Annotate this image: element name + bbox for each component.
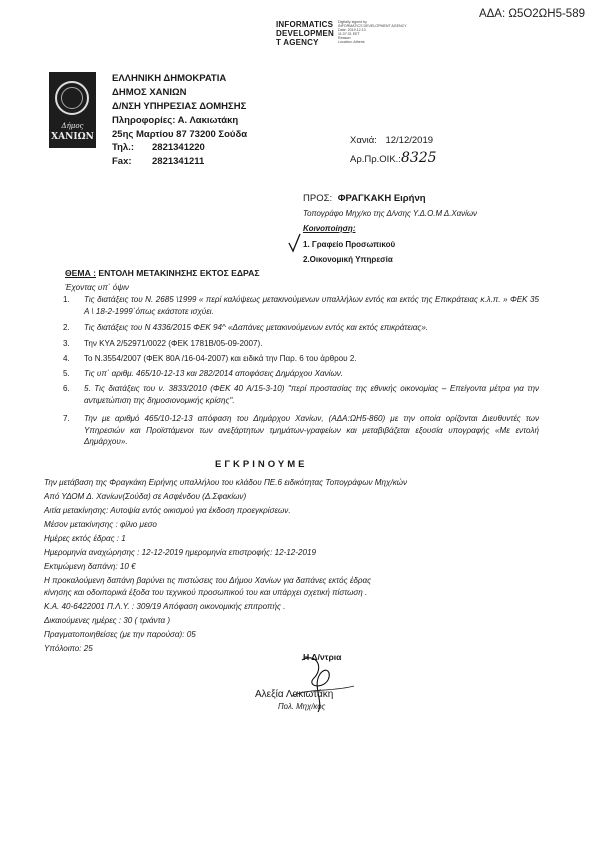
stamp-line: T AGENCY — [276, 38, 319, 47]
to-name: ΦΡΑΓΚΑΚΗ Ειρήνη — [337, 193, 426, 204]
signature-detail: Location: Athens — [338, 40, 365, 44]
list-item-text: 5. Τις διατάξεις του ν. 3833/2010 (ΦΕΚ 40 Α/15-3-10) "περί προστασίας της εθνικής οικονομίας – Επείγοντα μέτρα για την αντιμετώπιση της δημοσιονομικής κρίσης". — [84, 384, 539, 405]
list-item-number: 3. — [63, 339, 70, 348]
list-item-number: 4. — [63, 354, 70, 363]
info-label: Πληροφορίες: — [112, 115, 176, 126]
list-item-number: 5. — [63, 369, 70, 378]
cc-item-1: 1. Γραφείο Προσωπικού — [303, 240, 396, 249]
subject-line — [65, 268, 259, 278]
digital-signature-details — [338, 20, 407, 44]
logo-text-1: Δήμος — [61, 122, 84, 130]
header-line-3: Δ/ΝΣΗ ΥΠΗΡΕΣΙΑΣ ΔΟΜΗΣΗΣ — [112, 101, 247, 112]
approval-line-11: Δικαιούμενες ημέρες : 30 ( τριάντα ) — [44, 616, 171, 625]
to-role: Τοπογράφο Μηχ/κο της Δ/νσης Υ.Δ.Ο.Μ Δ.Χανίων — [303, 209, 477, 218]
info-line — [112, 114, 238, 128]
checkmark-icon — [287, 232, 303, 254]
signature-detail: Digitally signed by — [338, 20, 367, 24]
stamp-line: DEVELOPMEN — [276, 29, 335, 38]
approval-line-5: Ημέρες εκτός έδρας : 1 — [44, 534, 126, 543]
approval-line-8: Η προκαλούμενη δαπάνη βαρύνει τις πιστώσεις του Δήμου Χανίων για δαπάνες εκτός έδρας — [44, 576, 372, 585]
logo-text-2: ΧΑΝΙΩΝ — [51, 132, 94, 142]
list-item-text: Την ΚΥΑ 2/52971/0022 (ΦΕΚ 1781Β/05-09-2007). — [84, 339, 263, 348]
approval-line-4: Μέσον μετακίνησης : φίλιο μεσο — [44, 520, 157, 529]
header-line-1: ΕΛΛΗΝΙΚΗ ΔΗΜΟΚΡΑΤΙΑ — [112, 73, 227, 84]
digital-signature-stamp — [276, 20, 334, 47]
cc-label: Κοινοποίηση: — [303, 224, 356, 233]
signature-detail: 11:07:31 EET — [338, 32, 360, 36]
approval-line-13: Υπόλοιπο: 25 — [44, 644, 93, 653]
date-value: 12/12/2019 — [385, 135, 434, 146]
approval-line-3: Αιτία μετακίνησης: Αυτοψία εντός οικισμού για έκδοση προεγκρίσεων. — [44, 506, 291, 515]
signature-detail: Reason: — [338, 36, 352, 40]
approval-line-7: Εκτιμώμενη δαπάνη: 10 € — [44, 562, 136, 571]
header-line-2: ΔΗΜΟΣ ΧΑΝΙΩΝ — [112, 87, 187, 98]
tel-value: 2821341220 — [152, 142, 205, 153]
signature-detail: INFORMATICS DEVELOPMENT AGENCY — [338, 24, 407, 28]
address-line: 25ης Μαρτίου 87 73200 Σούδα — [112, 129, 248, 140]
protocol-label: Αρ.Πρ.ΟΙΚ.: — [350, 154, 401, 165]
subject-label: ΘΕΜΑ : — [65, 268, 97, 278]
date-line — [350, 135, 433, 146]
list-item-text: Τις διατάξεις του Ν 4336/2015 ΦΕΚ 94^ «Δαπάνες μετακινούμενων εντός και εκτός επικράτειας». — [84, 323, 429, 332]
protocol-value: 8325 — [400, 150, 437, 166]
cc-item-2: 2.Οικονομική Υπηρεσία — [303, 255, 393, 264]
recipient-to — [303, 193, 426, 204]
fax-value: 2821341211 — [152, 156, 205, 167]
tel-label: Τηλ.: — [112, 142, 134, 153]
list-item-number: 7. — [63, 414, 70, 423]
info-value: Α. Λακιωτάκη — [177, 115, 239, 126]
approval-line-1: Την μετάβαση της Φραγκάκη Ειρήνης υπαλλήλου του κλάδου ΠΕ.6 ειδικότητας Τοπογράφων Μηχ/κών — [44, 478, 407, 487]
list-item-number: 2. — [63, 323, 70, 332]
approval-line-12: Πραγματοποιηθείσες (με την παρούσα): 05 — [44, 630, 196, 639]
approval-line-6: Ημερομηνία αναχώρησης : 12-12-2019 ημερομηνία επιστροφής: 12-12-2019 — [44, 548, 316, 557]
municipality-logo — [49, 72, 96, 148]
approve-title: ΕΓΚΡΙΝΟΥΜΕ — [215, 459, 308, 470]
approval-line-2: Από ΥΔΟΜ Δ. Χανίων(Σούδα) σε Ασφένδου (Δ.Σφακίων) — [44, 492, 247, 501]
list-item-number: 6. — [63, 384, 70, 393]
ada-code: ΑΔΑ: Ω5Ο2ΩΗ5-589 — [478, 8, 585, 20]
to-label: ΠΡΟΣ: — [303, 193, 333, 204]
signature-name: Αλεξία Λακιωτάκη — [255, 689, 334, 700]
fax-label: Fax: — [112, 156, 132, 167]
stamp-line: INFORMATICS — [276, 20, 334, 29]
signature-title: Η Δ/ντρια — [303, 652, 342, 662]
list-item — [63, 294, 539, 318]
list-item-text: Το Ν.3554/2007 (ΦΕΚ 80Α /16-04-2007) και ειδικά την Παρ. 6 του άρθρου 2. — [84, 354, 357, 363]
logo-emblem-inner — [61, 87, 83, 109]
intro-text: Έχοντας υπ΄ όψιν — [65, 283, 129, 292]
list-item-text: Την με αριθμό 465/10-12-13 απόφαση του Δημάρχου Χανίων, (ΑΔΑ:ΩΗ5-860) με την οποία ορίζονται Διευθυντές των Υπηρεσιών και Προϊστάμενοι των ανεξάρτητων τμημάτων-γραφείων και μεταβιβάζεται εξουσία υπογραφής «Με εντολή Δημάρχου». — [84, 414, 539, 446]
considerations-list — [63, 294, 539, 464]
signature-detail: Date: 2019.12.13 — [338, 28, 366, 32]
list-item-number: 1. — [63, 295, 70, 304]
list-item-text: Τις υπ΄ αριθμ. 465/10-12-13 και 282/2014 αποφάσεις Δημάρχου Χανίων. — [84, 369, 344, 378]
subject-text: ΕΝΤΟΛΗ ΜΕΤΑΚΙΝΗΣΗΣ ΕΚΤΟΣ ΕΔΡΑΣ — [98, 268, 260, 278]
approval-line-9: κίνησης και οδοιπορικά έξοδα του τεχνικού προσωπικού του και υπάρχει σχετική πίστωση . — [44, 588, 368, 597]
signature-role: Πολ. Μηχ/κος — [278, 702, 326, 711]
approval-line-10: Κ.Α. 40-6422001 Π.Λ.Υ. : 309/19 Απόφαση οικονομικής επιτροπής . — [44, 602, 286, 611]
place-label: Χανιά: — [350, 135, 377, 146]
protocol-line — [350, 150, 437, 166]
list-item-text: Τις διατάξεις του Ν. 2685 \1999 « περί καλύψεως μετακινούμενων υπαλλήλων εντός και εκτός της Επικράτειας κ.λ.π. » ΦΕΚ 35 Α \ 18-2-1999΄όπως εκάστοτε ισχύει. — [84, 295, 539, 316]
